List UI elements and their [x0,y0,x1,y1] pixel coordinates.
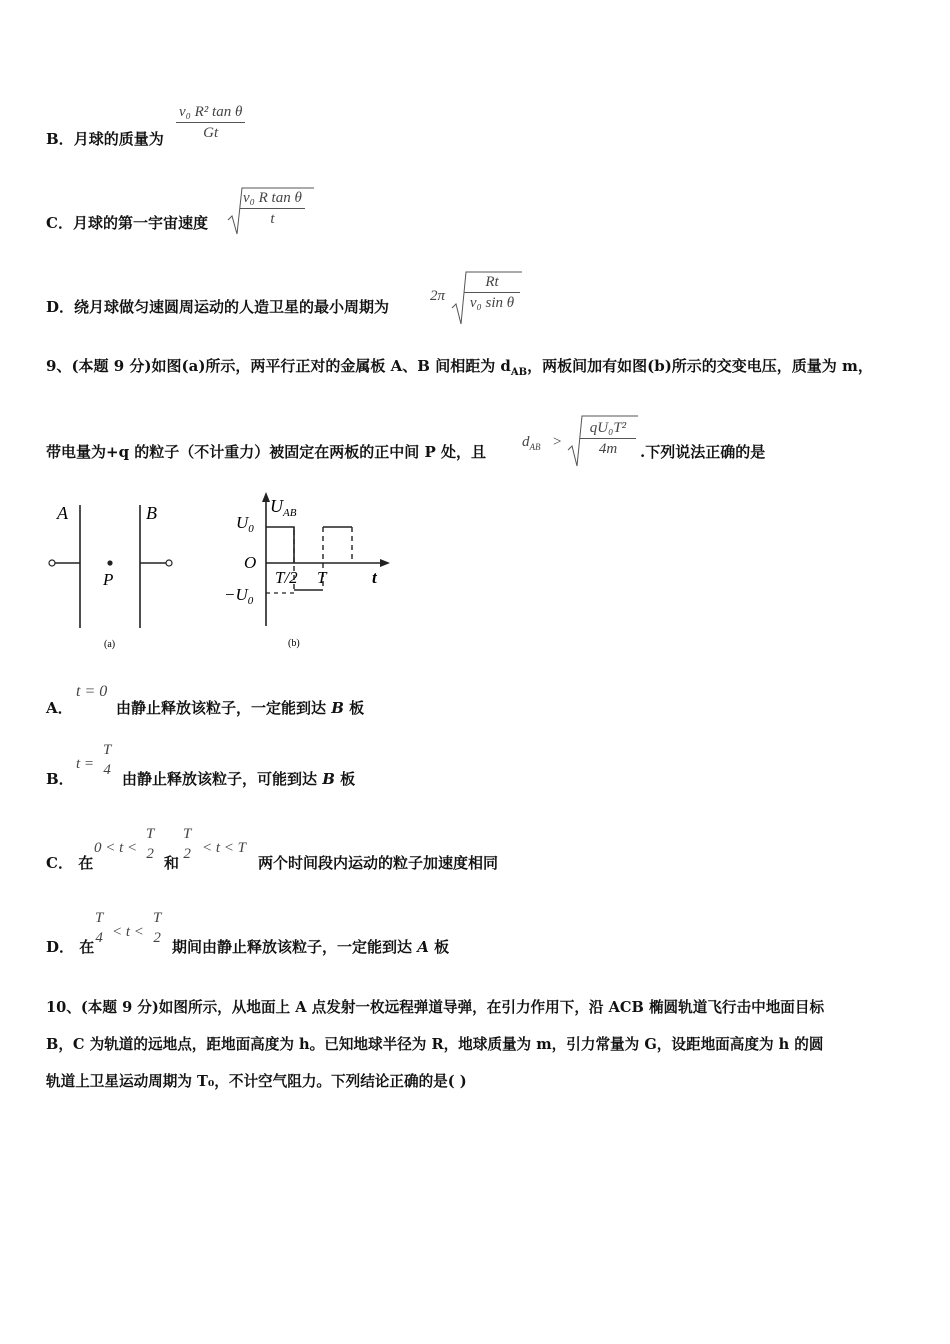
q8-option-d: D．绕月球做匀速圆周运动的人造卫星的最小周期为 [46,298,390,316]
svg-text:O: O [244,553,257,572]
q9-c-and: 和 [164,854,180,872]
terminal-b [166,560,172,566]
q9-figure-b [222,490,402,658]
q9-b-math: t = [76,756,95,772]
figure-a-caption: (a) [104,639,116,650]
q9-figure-a [40,495,190,655]
q9-d-fraction2: T 2 [153,910,162,946]
svg-text:U0: $U_0$ [236,513,254,535]
q9-c-math2: < t < T [202,840,247,856]
particle-p [107,560,112,565]
svg-text:T/2: T/2 [275,568,298,587]
svg-text:UAB: $U_{AB}$ [270,496,297,519]
q9-option-d-text: 期间由静止释放该粒子，一定能到达 A 板 [172,938,450,956]
q9-option-a-label: A． [46,699,73,717]
svg-text:−U0: $-U_0$ [224,585,254,607]
q9-c-fraction2: T 2 [183,826,192,862]
q8-d-coef: 2π [430,288,446,304]
figure-b-caption: (b) [288,638,300,649]
q10-line2: B，C 为轨道的远地点，距地面高度为 h。已知地球半径为 R，地球质量为 m，引力常量为 G，设距地面高度为 h 的圆 [46,1036,824,1053]
q8-option-c: C．月球的第一宇宙速度 [46,214,208,232]
q9-a-math: t = 0 [76,683,108,700]
q10-line3: 轨道上卫星运动周期为 T₀，不计空气阻力。下列结论正确的是( ) [46,1073,467,1090]
q9-option-b-text: 由静止释放该粒子，可能到达 B 板 [122,770,356,788]
q9-stem-line1: 9、(本题 9 分)如图(a)所示，两平行正对的金属板 A、B 间相距为 $d_{AB}$，两板间加有如图(b)所示的交变电压，质量为 m， [46,357,873,378]
q9-cond-gt: > [553,434,562,450]
q8-option-b: B．月球的质量为 [46,130,164,148]
q9-c-math1: 0 < t < [94,840,138,856]
q8-c-fraction: $\frac{\text{v₀ R tan θ}}{t}$ [240,190,305,228]
q9-cond-fraction: $\frac{\text{qU₀T²}}{4m}$ [580,420,636,458]
q9-option-c-text: 两个时间段内运动的粒子加速度相同 [258,854,499,872]
svg-text:t: t [372,568,377,587]
q9-cond-d: $d_{AB}$ [522,434,541,452]
q9-option-c-label: C． 在 [46,854,94,872]
q10-line1: 10、(本题 9 分)如图所示，从地面上 A 点发射一枚远程弹道导弹，在引力作用下，沿 ACB 椭圆轨道飞行击中地面目标 [46,999,825,1016]
plate-b-label: B [146,503,157,523]
q9-option-d-label: D． 在 [46,938,95,956]
particle-p-label: P [103,570,114,589]
q9-stem-line2-tail: .下列说法正确的是 [640,443,766,461]
q9-d-math: < t < [112,924,144,940]
q8-b-fraction: $\frac{\text{v₀ R² tan θ}}{Gt}$ [176,104,245,142]
q9-option-a-text: 由静止释放该粒子，一定能到达 B 板 [116,699,365,717]
wave-segment-1 [266,527,294,563]
svg-text:T: T [317,568,327,587]
q9-b-fraction: T 4 [103,742,112,778]
x-axis-arrow-icon [380,559,390,567]
q9-c-fraction1: T 2 [146,826,155,862]
q9-d-fraction1: T 4 [95,910,104,946]
y-axis-arrow-icon [262,492,270,502]
terminal-a [49,560,55,566]
plate-a-label: A [57,503,68,523]
q8-d-fraction: $\frac{Rt}{\text{v₀ sin θ}}$ [464,274,520,312]
q9-option-b-label: B． [46,770,74,788]
q9-stem-line2: 带电量为+q 的粒子（不计重力）被固定在两板的正中间 P 处，且 [46,443,487,461]
